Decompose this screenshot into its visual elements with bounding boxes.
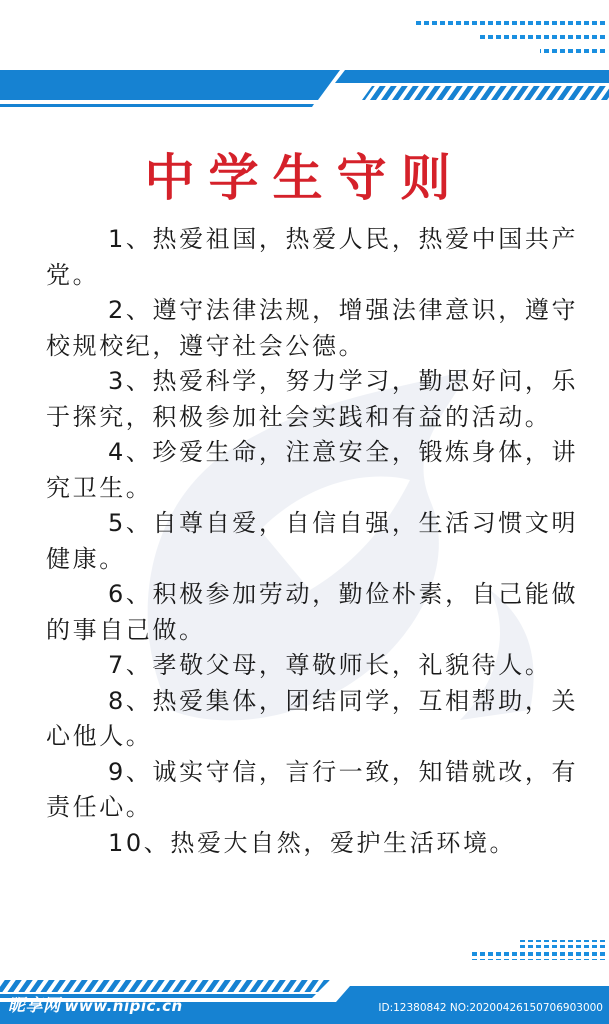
rule-item: 4、珍爱生命，注意安全，锻炼身体，讲究卫生。 [46,438,579,502]
rule-item: 1、热爱祖国，热爱人民，热爱中国共产党。 [46,225,579,289]
footer-logo [8,991,183,1016]
page-title: 中学生守则 [144,149,465,207]
rule-item: 10、热爱大自然，爱护生活环境。 [108,828,517,857]
rule-item: 9、诚实守信，言行一致，知错就改，有责任心。 [46,757,579,821]
rule-item: 8、热爱集体，团结同学，互相帮助，关心他人。 [46,686,579,750]
rule-item: 6、积极参加劳动，勤俭朴素，自己能做的事自己做。 [46,580,579,644]
rule-item: 7、孝敬父母，尊敬师长，礼貌待人。 [108,651,552,679]
rules-list [46,222,598,861]
header-decoration [0,0,609,118]
footer-logo-text: 昵享网 [8,996,61,1016]
footer-url[interactable]: www.nipic.cn [64,997,183,1015]
rule-item: 2、遵守法律法规，增强法律意识，遵守校规校纪，遵守社会公德。 [46,296,579,360]
rule-item: 5、自尊自爱，自信自强，生活习惯文明健康。 [46,509,579,573]
footer-id: ID:12380842 NO:20200426150706903000 [378,1002,603,1014]
rule-item: 3、热爱科学，努力学习，勤思好问，乐于探究，积极参加社会实践和有益的活动。 [46,367,579,431]
